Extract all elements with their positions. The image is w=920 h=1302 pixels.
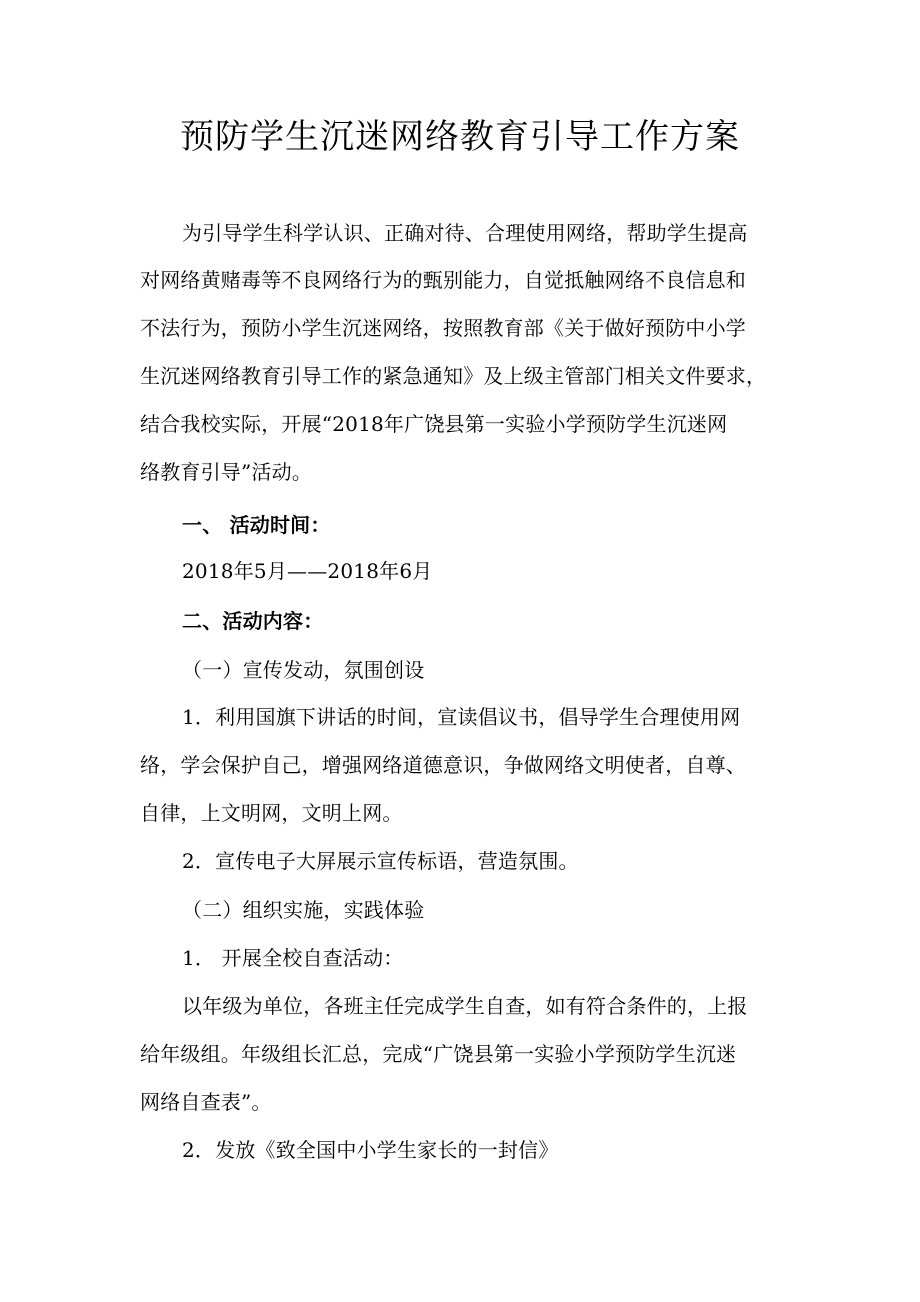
paragraph-line: 对网络黄赌毒等不良网络行为的甄别能力，自觉抵触网络不良信息和 [140, 268, 746, 292]
paragraph-line: 1．利用国旗下讲话的时间，宣读倡议书，倡导学生合理使用网 [182, 705, 741, 729]
paragraph-line: 络教育引导”活动。 [140, 460, 313, 484]
section-heading: 一、 活动时间： [182, 513, 331, 537]
paragraph-line: 结合我校实际，开展“2018年广饶县第一实验小学预防学生沉迷网 [140, 412, 728, 436]
subsection-heading: （二）组织实施，实践体验 [182, 898, 425, 922]
paragraph-line: 自律，上文明网，文明上网。 [140, 801, 403, 825]
paragraph-line: 生沉迷网络教育引导工作的紧急通知》及上级主管部门相关文件要求， [140, 364, 767, 388]
subsection-heading: （一）宣传发动，氛围创设 [182, 658, 425, 682]
paragraph-line: 为引导学生科学认识、正确对待、合理使用网络，帮助学生提高 [182, 221, 748, 245]
paragraph-line: 给年级组。年级组长汇总，完成“广饶县第一实验小学预防学生沉迷 [140, 1042, 737, 1066]
paragraph-line: 2．宣传电子大屏展示宣传标语，营造氛围。 [182, 849, 579, 873]
section-heading: 二、活动内容： [182, 609, 324, 633]
paragraph-line: 络，学会保护自己，增强网络道德意识，争做网络文明使者，自尊、 [140, 753, 746, 777]
page-title: 预防学生沉迷网络教育引导工作方案 [180, 117, 740, 157]
paragraph-line: 网络自查表”。 [140, 1090, 272, 1114]
activity-time: 2018年5月——2018年6月 [182, 559, 433, 583]
list-item: 2．发放《致全国中小学生家长的一封信》 [182, 1138, 559, 1162]
paragraph-line: 不法行为，预防小学生沉迷网络，按照教育部《关于做好预防中小学 [140, 316, 746, 340]
paragraph-line: 以年级为单位，各班主任完成学生自查，如有符合条件的，上报 [182, 994, 748, 1018]
list-item: 1． 开展全校自查活动： [182, 946, 404, 970]
